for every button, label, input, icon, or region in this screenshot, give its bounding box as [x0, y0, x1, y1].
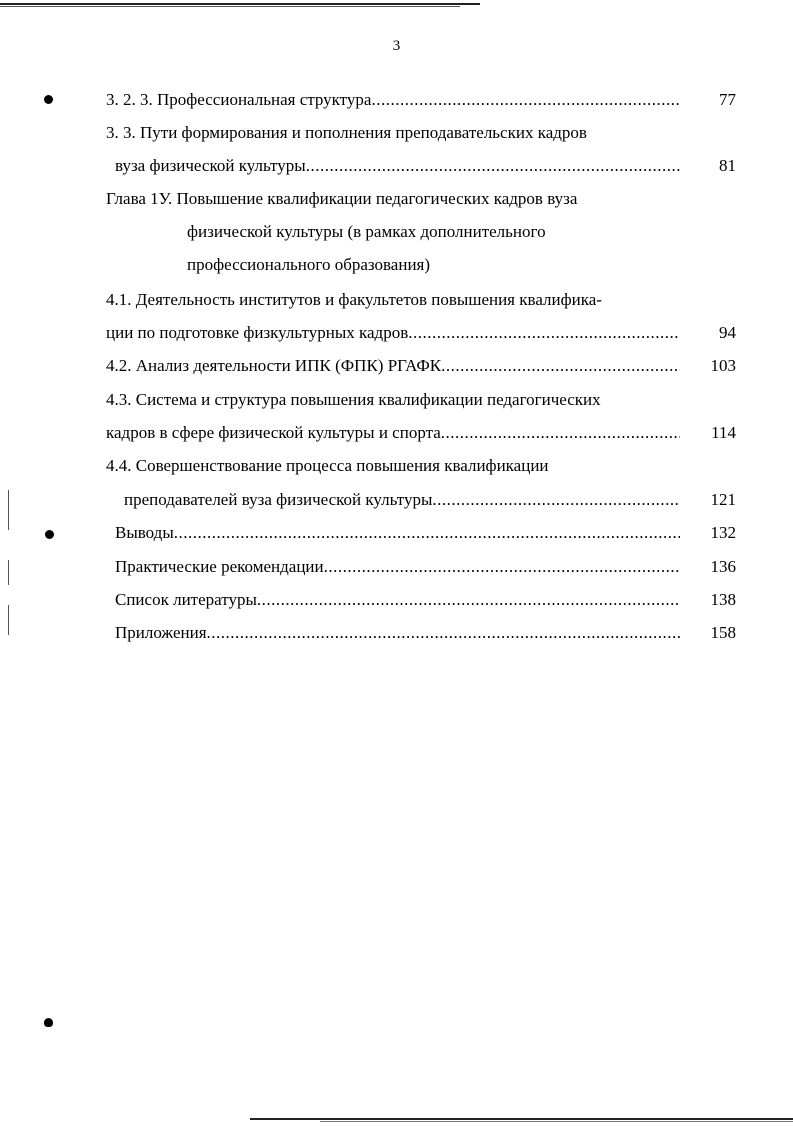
toc-entry-title: 4.1. Деятельность институтов и факультетов повышения квалифика- — [106, 290, 602, 309]
toc-chapter-title: Глава 1У. Повышение квалификации педагогических кадров вуза — [106, 189, 578, 208]
toc-entry-title: 4.3. Система и структура повышения квалификации педагогических — [106, 390, 601, 409]
toc-entry — [115, 616, 680, 650]
scan-margin-mark — [8, 490, 9, 530]
dot-leader — [324, 550, 680, 584]
dot-leader — [207, 616, 680, 650]
page-number: 3 — [392, 38, 401, 54]
toc-page-number: 121 — [710, 490, 736, 509]
toc-entry-title: Приложения — [115, 623, 207, 642]
toc-entry — [124, 483, 680, 517]
dot-leader — [441, 416, 680, 450]
dot-leader — [432, 483, 680, 517]
scan-edge-top-secondary — [0, 6, 460, 7]
toc-entry-title-continued: ции по подготовке физкультурных кадров — [106, 323, 409, 342]
toc-entry-title-continued: кадров в сфере физической культуры и спорта — [106, 423, 441, 442]
toc-entry — [115, 550, 680, 584]
toc-page-number: 103 — [710, 356, 736, 375]
toc-page-number: 136 — [710, 557, 736, 576]
dot-leader — [371, 83, 680, 117]
dot-leader — [408, 316, 680, 350]
dot-leader — [441, 349, 680, 383]
toc-entry-title: 3. 2. 3. Профессиональная структура — [106, 90, 372, 109]
dot-leader — [306, 149, 680, 183]
toc-page-number: 138 — [710, 590, 736, 609]
toc-entry-title: 4.2. Анализ деятельности ИПК (ФПК) РГАФК — [106, 356, 442, 375]
toc-entry — [106, 316, 680, 350]
toc-page-number: 77 — [719, 90, 736, 109]
toc-entry-title-continued: преподавателей вуза физической культуры — [124, 490, 433, 509]
scan-margin-mark — [8, 605, 9, 635]
scan-edge-top — [0, 3, 480, 5]
toc-page-number: 94 — [719, 323, 736, 342]
toc-entry — [106, 83, 680, 117]
toc-chapter-title-continued: профессионального образования) — [187, 255, 431, 274]
scan-margin-mark — [8, 560, 9, 585]
dot-leader — [257, 583, 680, 617]
toc-entry-title: Практические рекомендации — [115, 557, 324, 576]
toc-entry-title: Список литературы — [115, 590, 257, 609]
toc-chapter-title-continued: физической культуры (в рамках дополнительного — [187, 222, 546, 241]
punch-hole-mark — [44, 1018, 53, 1027]
punch-hole-mark — [45, 530, 54, 539]
toc-entry — [115, 149, 680, 183]
toc-page-number: 81 — [719, 156, 736, 175]
scan-edge-bottom — [250, 1118, 793, 1120]
toc-page-number: 158 — [710, 623, 736, 642]
scan-edge-bottom-secondary — [320, 1121, 793, 1122]
toc-page-number: 114 — [711, 423, 736, 442]
toc-entry — [115, 516, 680, 550]
toc-entry-title: Выводы — [115, 523, 174, 542]
toc-entry — [106, 349, 680, 383]
dot-leader — [174, 516, 680, 550]
toc-entry-title: 3. 3. Пути формирования и пополнения преподавательских кадров — [106, 123, 587, 142]
toc-entry — [115, 583, 680, 617]
toc-entry-title-continued: вуза физической культуры — [115, 156, 306, 175]
toc-entry-title: 4.4. Совершенствование процесса повышения квалификации — [106, 456, 549, 475]
toc-entry — [106, 416, 680, 450]
toc-page-number: 132 — [710, 523, 736, 542]
punch-hole-mark — [44, 95, 53, 104]
